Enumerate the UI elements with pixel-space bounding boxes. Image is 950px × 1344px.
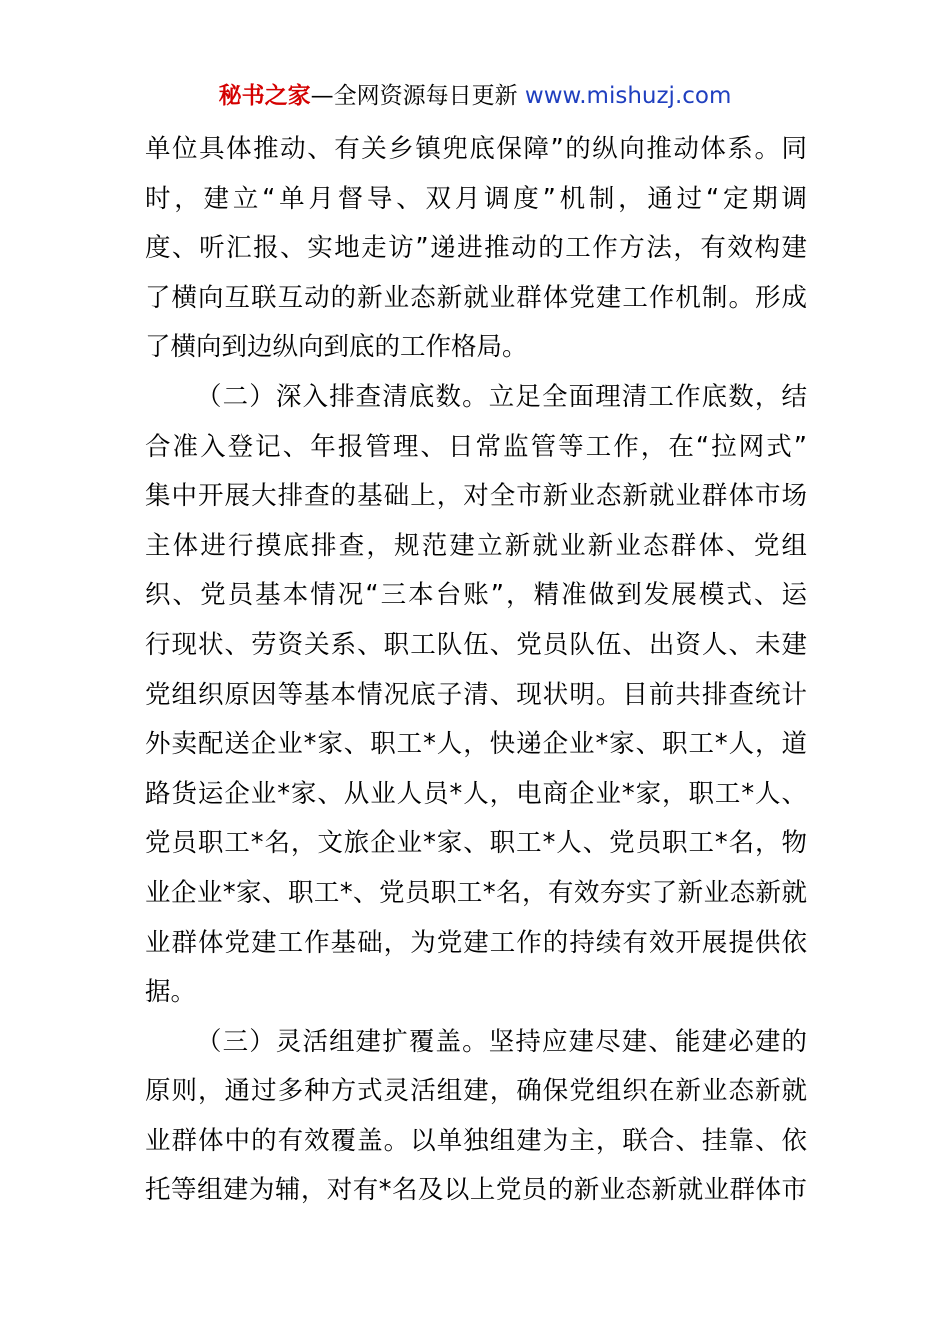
text-line: 织、党员基本情况“三本台账”，精准做到发展模式、运 [145, 580, 807, 611]
text-line: 业群体中的有效覆盖。以单独组建为主，联合、挂靠、依 [145, 1125, 807, 1156]
text-line: 业企业*家、职工*、党员职工*名，有效夯实了新业态新就 [145, 877, 807, 908]
text-line: 合准入登记、年报管理、日常监管等工作，在“拉网式” [145, 431, 807, 462]
text-line: 集中开展大排查的基础上，对全市新业态新就业群体市场 [145, 481, 807, 512]
text-line: 据。 [145, 977, 197, 1008]
text-line: 度、听汇报、实地走访”递进推动的工作方法，有效构建 [145, 233, 807, 264]
text-line: 时，建立“单月督导、双月调度”机制，通过“定期调 [145, 183, 807, 214]
text-line: 单位具体推动、有关乡镇兜底保障”的纵向推动体系。同 [145, 134, 807, 164]
text-line: 主体进行摸底排查，规范建立新就业新业态群体、党组 [145, 530, 807, 561]
document-body [145, 125, 807, 1216]
paragraph-start-line: （三）灵活组建扩覆盖。坚持应建尽建、能建必建的 [196, 1026, 807, 1057]
text-line: 路货运企业*家、从业人员*人，电商企业*家，职工*人、 [145, 778, 807, 809]
text-line: 外卖配送企业*家、职工*人，快递企业*家、职工*人，道 [145, 729, 807, 760]
paragraph-start-line: （二）深入排查清底数。立足全面理清工作底数，结 [196, 381, 807, 412]
text-line: 了横向互联互动的新业态新就业群体党建工作机制。形成 [145, 282, 807, 313]
text-line: 业群体党建工作基础，为党建工作的持续有效开展提供依 [145, 927, 807, 958]
header-url[interactable]: www.mishuzj.com [524, 83, 732, 109]
text-line: 原则，通过多种方式灵活组建，确保党组织在新业态新就 [145, 1076, 807, 1107]
header-tagline: —全网资源每日更新 [310, 83, 525, 109]
text-line: 行现状、劳资关系、职工队伍、党员队伍、出资人、未建 [145, 629, 807, 660]
text-line: 党组织原因等基本情况底子清、现状明。目前共排查统计 [145, 679, 807, 710]
text-line: 党员职工*名，文旅企业*家、职工*人、党员职工*名，物 [145, 828, 807, 859]
text-line: 托等组建为辅，对有*名及以上党员的新业态新就业群体市 [145, 1175, 807, 1206]
page-header [0, 80, 950, 112]
brand-name: 秘书之家 [218, 83, 311, 109]
text-line: 了横向到边纵向到底的工作格局。 [145, 332, 528, 363]
